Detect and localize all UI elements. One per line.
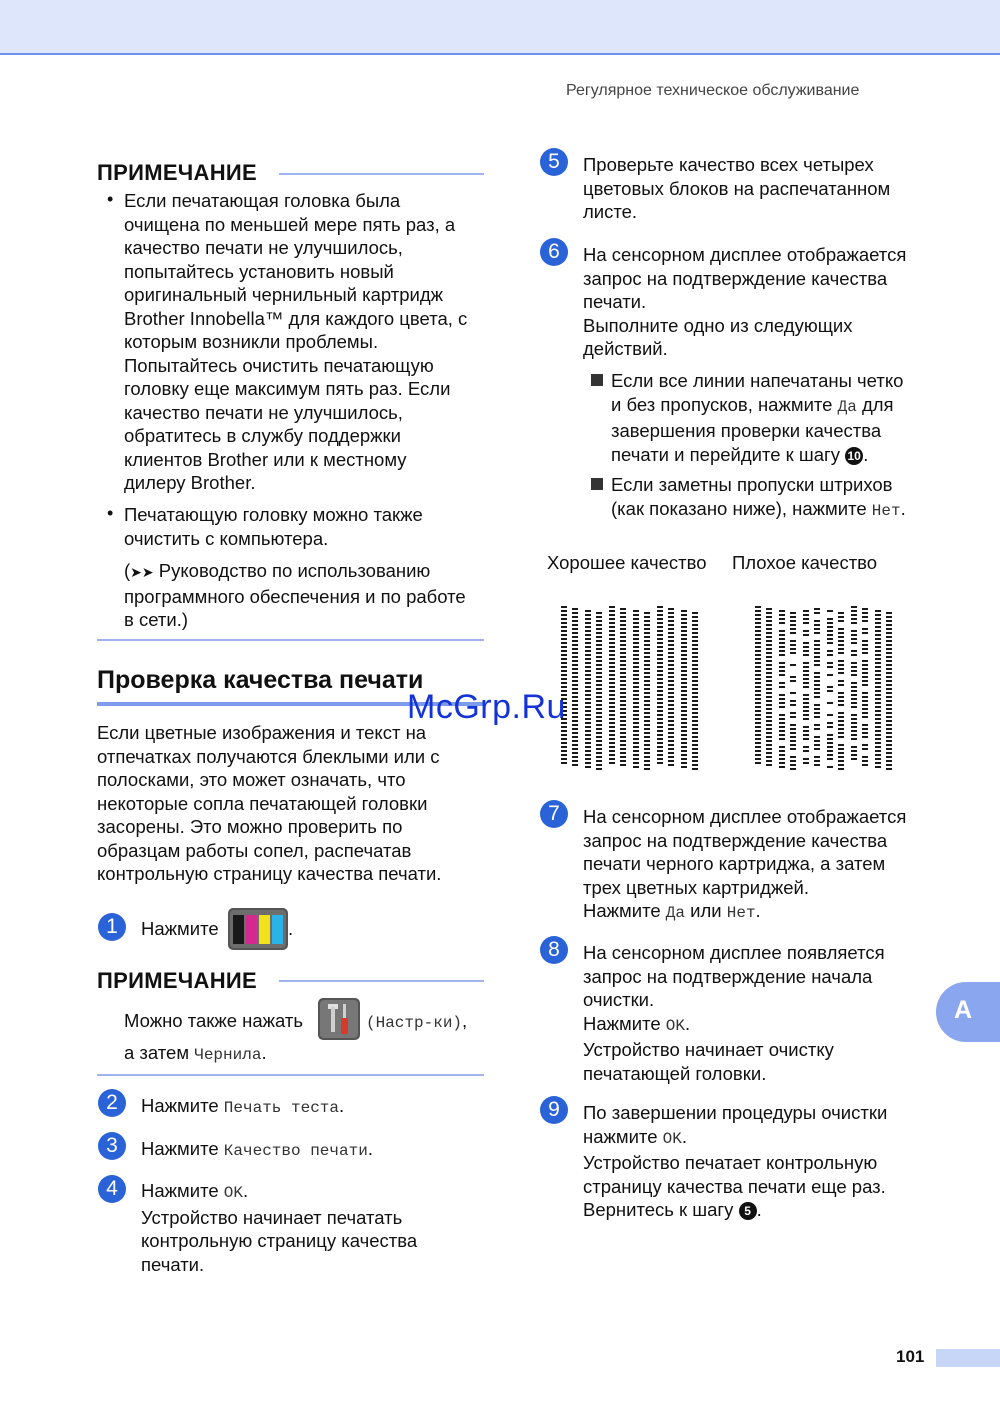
appendix-tab-letter: A — [954, 996, 973, 1024]
step-6-option-2: Если заметны пропуски штрихов (как показано ниже), нажмите Нет. — [611, 474, 906, 520]
note-title-line — [279, 980, 484, 982]
bullet-dot: • — [107, 189, 114, 209]
manual-reference: (➤➤ Руководство по использованию программного обеспечения и по работе в сети.) — [124, 560, 466, 630]
note-2-line-1-end: (Настр-ки), — [366, 1010, 468, 1032]
ink-cartridges-icon[interactable] — [228, 908, 288, 955]
step-8-text: На сенсорном дисплее появляется запрос на подтверждение начала очистки. Нажмите OK. Устройство начинает очистку печатающей головки. — [583, 942, 885, 1084]
settings-tools-icon[interactable] — [318, 998, 360, 1045]
running-head: Регулярное техническое обслуживание — [566, 82, 860, 99]
square-bullet — [591, 374, 603, 386]
bullet-dot: • — [107, 503, 114, 523]
note-title-line — [279, 173, 484, 175]
double-arrow-icon: ➤➤ — [130, 564, 154, 580]
step-number: 1 — [98, 913, 126, 941]
step-number: 7 — [540, 800, 568, 828]
step-1-text: Нажмите — [141, 918, 219, 939]
note-title: ПРИМЕЧАНИЕ — [97, 968, 258, 993]
square-bullet — [591, 478, 603, 490]
note-bullet-1: Если печатающая головка была очищена по меньшей мере пять раз, а качество печати не улучшилось, попытайтесь установить новый оригинальный чернильный картридж Brother Innobella™ для каждого цвета, с которым возникли проблемы. Попытайтесь очистить печатающую головку еще максимум пять раз. Если качество печати не улучшилось, обратитесь в службу поддержки клиентов Brother или к местному дилеру Brother. — [124, 190, 468, 493]
step-number: 9 — [540, 1096, 568, 1124]
bad-quality-label: Плохое качество — [732, 552, 878, 573]
step-5-text: Проверьте качество всех четырех цветовых блоков на распечатанном листе. — [583, 154, 891, 222]
page-number: 101 — [896, 1347, 925, 1366]
step-number: 5 — [540, 148, 568, 176]
note-end-rule — [97, 639, 484, 641]
step-7-text: На сенсорном дисплее отображается запрос на подтверждение качества печати черного картриджа, а затем трех цветных картриджей. Нажмите Да или Нет. — [583, 806, 907, 922]
step-3-text: Нажмите Качество печати. — [141, 1138, 373, 1160]
step-number: 8 — [540, 936, 568, 964]
step-number: 3 — [98, 1132, 126, 1160]
note-bullet-2: Печатающую головку можно также очистить с компьютера. — [124, 504, 423, 549]
step-number: 6 — [540, 238, 568, 266]
step-number: 4 — [98, 1175, 126, 1203]
good-quality-label: Хорошее качество — [547, 552, 707, 573]
top-banner — [0, 0, 1000, 55]
step-ref-badge: 10 — [845, 447, 863, 465]
poor-quality-nozzle-pattern — [750, 600, 902, 770]
appendix-tab — [936, 982, 1000, 1042]
step-6-text: На сенсорном дисплее отображается запрос на подтверждение качества печати. Выполните одно из следующих действий. — [583, 244, 907, 359]
step-4-text: Нажмите OK. Устройство начинает печатать контрольную страницу качества печати. — [141, 1180, 418, 1275]
good-quality-nozzle-pattern — [556, 600, 708, 770]
page-number-bar — [936, 1349, 1000, 1367]
step-2-text: Нажмите Печать теста. — [141, 1095, 345, 1117]
watermark: McGrp.Ru — [407, 688, 566, 726]
note-2-line-2: а затем Чернила. — [124, 1042, 267, 1064]
step-6-option-1: Если все линии напечатаны четко и без пропусков, нажмите Да для завершения проверки качества печати и перейдите к шагу 10 . — [611, 370, 904, 465]
note-title: ПРИМЕЧАНИЕ — [97, 160, 258, 185]
step-1-period: . — [288, 918, 294, 939]
step-9-text: По завершении процедуры очистки нажмите OK. Устройство печатает контрольную страницу качества печати еще раз. Вернитесь к шагу 5 . — [583, 1102, 888, 1220]
section-title: Проверка качества печати — [97, 666, 424, 694]
note-2-line-1-text: Можно также нажать — [124, 1010, 304, 1031]
step-ref-badge: 5 — [739, 1202, 757, 1220]
note-end-rule — [97, 1074, 484, 1076]
section-intro: Если цветные изображения и текст на отпечатках получаются блеклыми или с полосками, это может означать, что некоторые сопла печатающей головки засорены. Это можно проверить по образцам работы сопел, распечатав контрольную страницу качества печати. — [97, 722, 442, 884]
step-number: 2 — [98, 1089, 126, 1117]
